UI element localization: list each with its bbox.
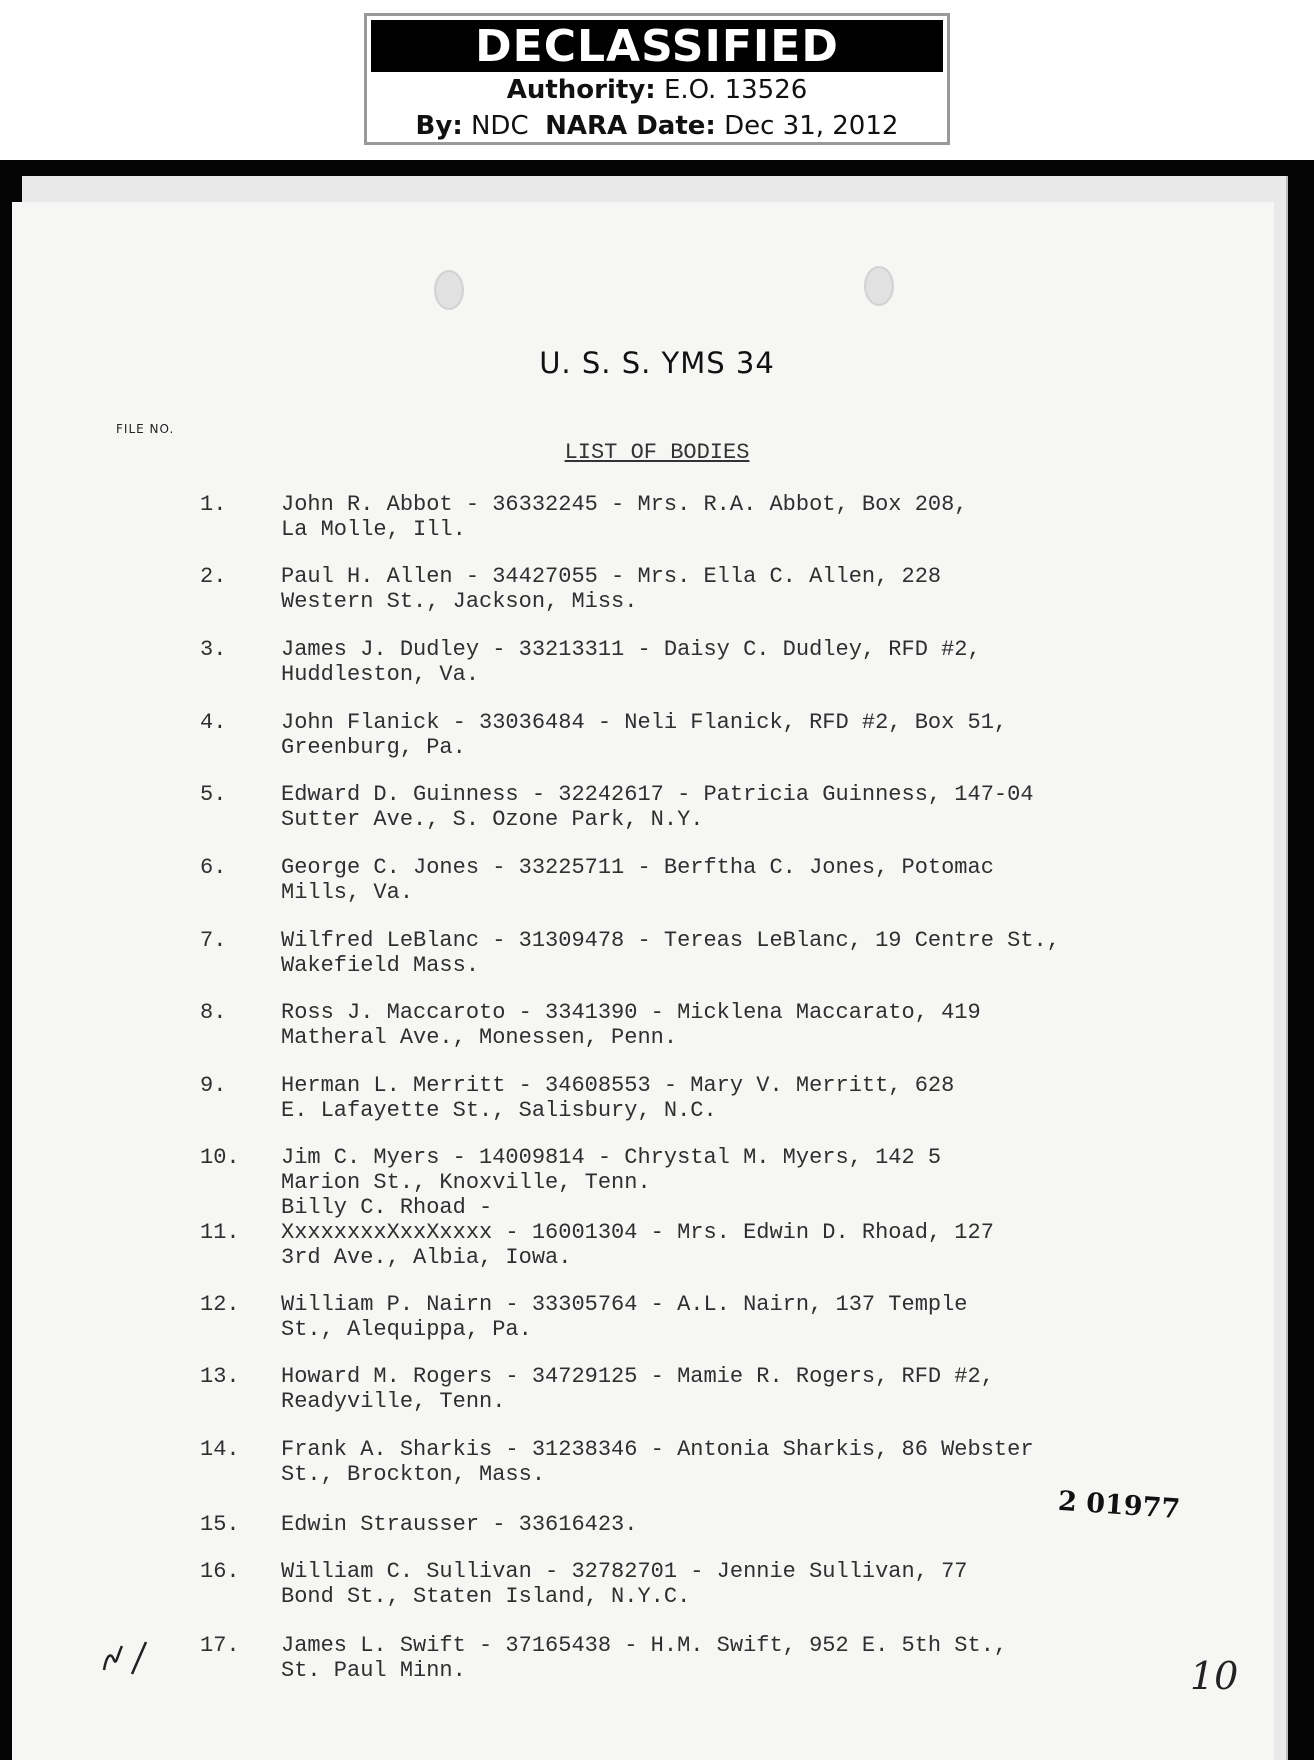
entry-number: 16.	[200, 1559, 240, 1584]
entry-line: Herman L. Merritt - 34608553 - Mary V. Merritt, 628	[281, 1073, 955, 1098]
list-title-text: LIST OF BODIES	[564, 440, 750, 465]
entry-line: Ross J. Maccaroto - 3341390 - Micklena Maccarato, 419	[281, 1000, 981, 1025]
stamp-nara-value: Dec 31, 2012	[724, 111, 899, 141]
file-no-label: FILE NO.	[116, 422, 175, 436]
entry-number: 12.	[200, 1292, 240, 1317]
entry-number: 4.	[200, 710, 227, 735]
entry-number: 15.	[200, 1512, 240, 1537]
entry-line: Jim C. Myers - 14009814 - Chrystal M. Myers, 142 5	[281, 1145, 942, 1170]
entry-number: 9.	[200, 1073, 227, 1098]
entry-line: William P. Nairn - 33305764 - A.L. Nairn, 137 Temple	[281, 1292, 968, 1317]
entry-line: James L. Swift - 37165438 - H.M. Swift, 952 E. 5th St.,	[281, 1633, 1008, 1658]
entry-line: St., Alequippa, Pa.	[281, 1317, 532, 1342]
entry-line: St. Paul Minn.	[281, 1658, 466, 1683]
stamped-number: 2 01977	[1057, 1485, 1182, 1526]
punch-hole-left	[434, 270, 464, 310]
entry-line: Edwin Strausser - 33616423.	[281, 1512, 638, 1537]
entry-number: 11.	[200, 1220, 240, 1245]
entry-line: St., Brockton, Mass.	[281, 1462, 546, 1487]
stamp-nara-label: NARA Date:	[545, 111, 716, 141]
entry-line: Wakefield Mass.	[281, 953, 480, 978]
entry-line: Greenburg, Pa.	[281, 735, 466, 760]
entry-line: Edward D. Guinness - 32242617 - Patricia Guinness, 147-04	[281, 782, 1034, 807]
entry-line: Sutter Ave., S. Ozone Park, N.Y.	[281, 807, 704, 832]
entry-line-struck: XxxxxxxxXxxXxxxx - 16001304 - Mrs. Edwin D. Rhoad, 127	[281, 1220, 994, 1245]
entry-line: Readyville, Tenn.	[281, 1389, 506, 1414]
entry-number: 17.	[200, 1633, 240, 1658]
entry-line: Marion St., Knoxville, Tenn.	[281, 1170, 651, 1195]
entry-line: John Flanick - 33036484 - Neli Flanick, RFD #2, Box 51,	[281, 710, 1008, 735]
list-title	[0, 440, 1314, 465]
stamp-heading: DECLASSIFIED	[371, 20, 943, 72]
entry-line: Mills, Va.	[281, 880, 414, 905]
entry-line: Bond St., Staten Island, N.Y.C.	[281, 1584, 691, 1609]
entry-line: William C. Sullivan - 32782701 - Jennie Sullivan, 77	[281, 1559, 968, 1584]
entry-line: Huddleston, Va.	[281, 662, 480, 687]
stamp-authority-line	[367, 72, 947, 108]
entry-number: 6.	[200, 855, 227, 880]
entry-number: 2.	[200, 564, 227, 589]
stamp-authority-label: Authority:	[506, 75, 656, 105]
entry-line: John R. Abbot - 36332245 - Mrs. R.A. Abbot, Box 208,	[281, 492, 968, 517]
entry-line: Howard M. Rogers - 34729125 - Mamie R. Rogers, RFD #2,	[281, 1364, 994, 1389]
entry-line: 3rd Ave., Albia, Iowa.	[281, 1245, 572, 1270]
entry-number: 10.	[200, 1145, 240, 1170]
page-number: 10	[1190, 1654, 1239, 1698]
stamp-authority-value: E.O. 13526	[663, 75, 808, 105]
entry-line: Western St., Jackson, Miss.	[281, 589, 638, 614]
entry-line: Paul H. Allen - 34427055 - Mrs. Ella C. Allen, 228	[281, 564, 942, 589]
entry-number: 3.	[200, 637, 227, 662]
entry-number: 14.	[200, 1437, 240, 1462]
entry-number: 13.	[200, 1364, 240, 1389]
entry-number: 8.	[200, 1000, 227, 1025]
entry-line: Matheral Ave., Monessen, Penn.	[281, 1025, 678, 1050]
entry-line: Wilfred LeBlanc - 31309478 - Tereas LeBlanc, 19 Centre St.,	[281, 928, 1060, 953]
stamp-by-value: NDC	[470, 111, 529, 141]
stamp-by-line	[367, 108, 947, 144]
entry-number: 5.	[200, 782, 227, 807]
entry-line: E. Lafayette St., Salisbury, N.C.	[281, 1098, 717, 1123]
stamp-by-label: By:	[415, 111, 463, 141]
entry-line: La Molle, Ill.	[281, 517, 466, 542]
handwritten-mark-icon	[96, 1628, 156, 1682]
entry-line: George C. Jones - 33225711 - Berftha C. Jones, Potomac	[281, 855, 994, 880]
declassified-stamp	[364, 13, 950, 145]
punch-hole-right	[864, 266, 894, 306]
entry-number: 1.	[200, 492, 227, 517]
entry-line: James J. Dudley - 33213311 - Daisy C. Dudley, RFD #2,	[281, 637, 981, 662]
entry-number: 7.	[200, 928, 227, 953]
entry-line: Billy C. Rhoad -	[281, 1195, 493, 1220]
entry-line: Frank A. Sharkis - 31238346 - Antonia Sharkis, 86 Webster	[281, 1437, 1034, 1462]
letterhead-title: U. S. S. YMS 34	[539, 346, 775, 380]
